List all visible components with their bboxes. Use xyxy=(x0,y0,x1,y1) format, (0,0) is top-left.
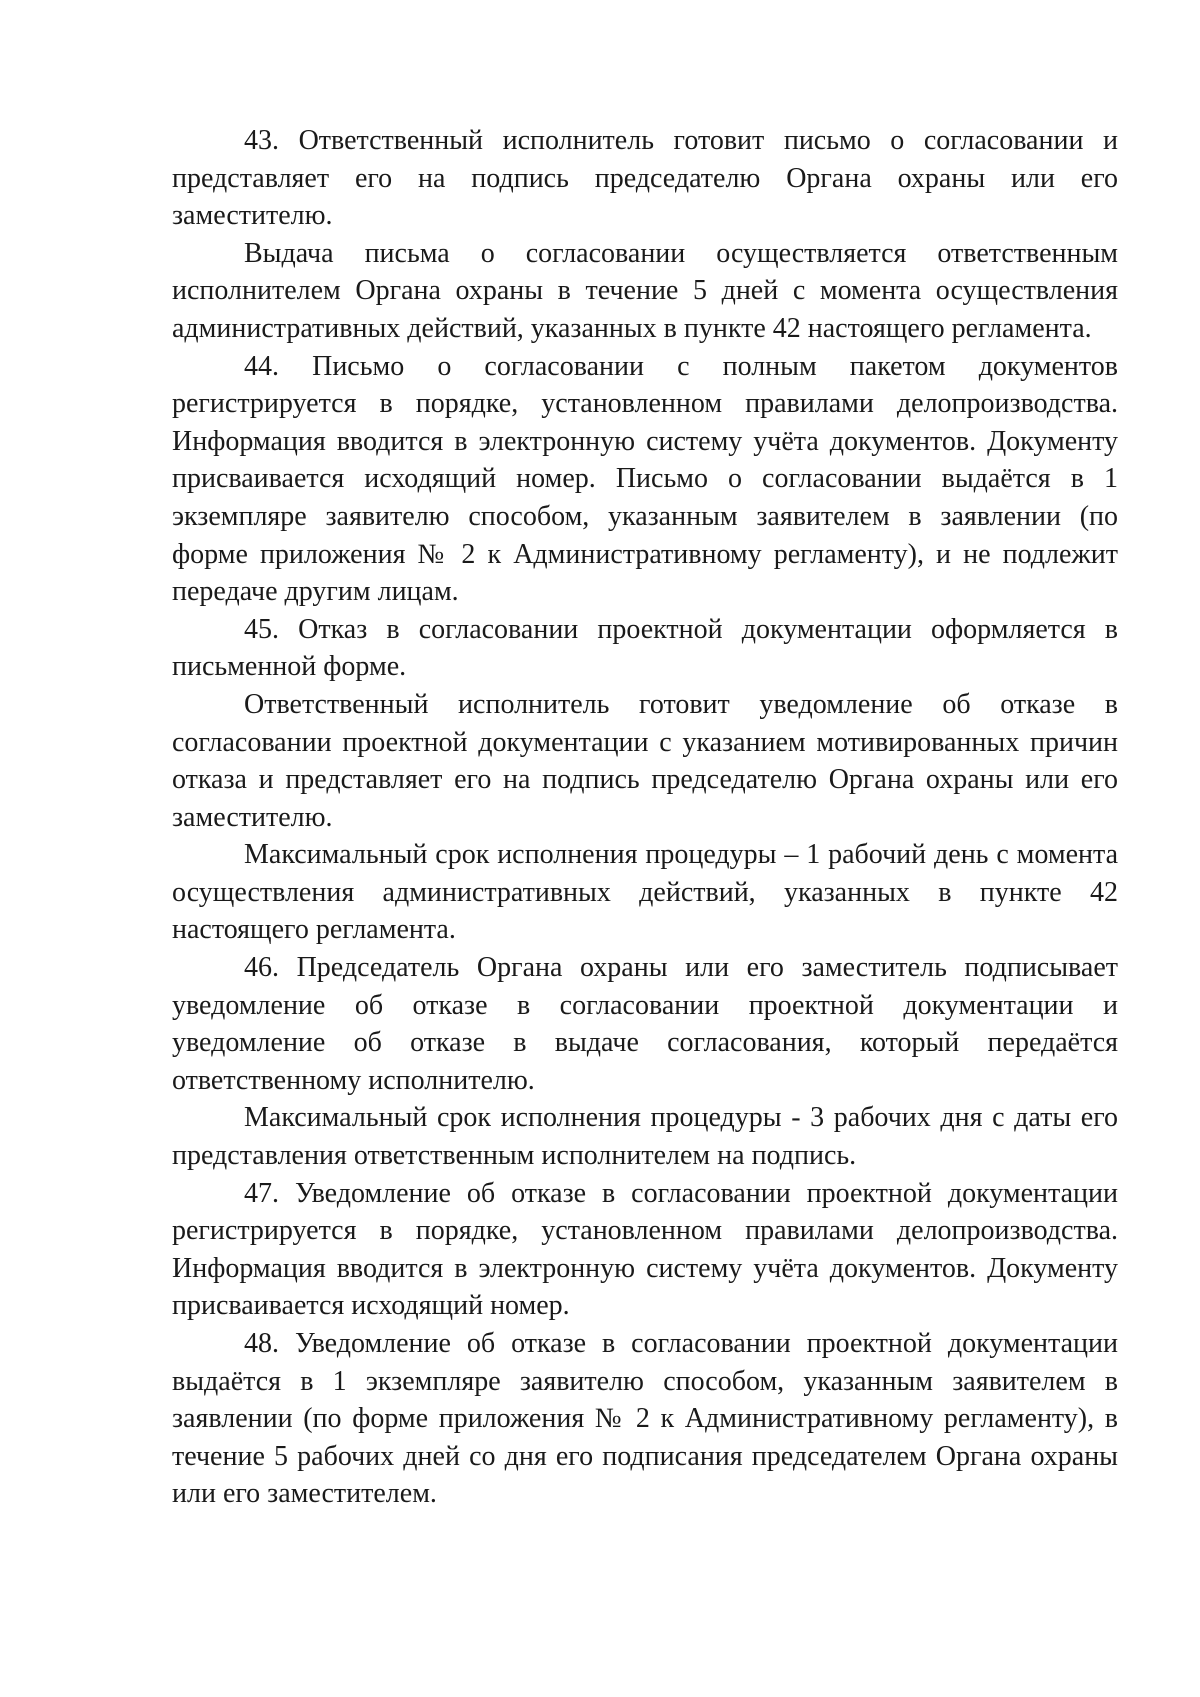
paragraph-48: 48. Уведомление об отказе в согласовании проектной документации выдаётся в 1 экземпляре заявителю способом, указанным заявителем в заявлении (по форме приложения № 2 к Административному регламенту), в течение 5 рабочих дней со дня его подписания председателем Органа охраны или его заместителем. xyxy=(172,1328,1118,1510)
paragraph-46: 46. Председатель Органа охраны или его заместитель подписывает уведомление об отказе в согласовании проектной документации и уведомление об отказе в выдаче согласования, который передаётся ответственному исполнителю. xyxy=(172,952,1118,1096)
paragraph-43: 43. Ответственный исполнитель готовит письмо о согласовании и представляет его на подпись председателю Органа охраны или его заместителю. xyxy=(172,125,1118,232)
paragraph-47: 47. Уведомление об отказе в согласовании проектной документации регистрируется в порядке, установленном правилами делопроизводства. Информация вводится в электронную систему учёта документов. Документу присваивается исходящий номер. xyxy=(172,1177,1118,1322)
paragraph-43-issuance: Выдача письма о согласовании осуществляется ответственным исполнителем Органа охраны в течение 5 дней с момента осуществления административных действий, указанных в пункте 42 настоящего регламента. xyxy=(172,237,1118,344)
paragraph-46-deadline: Максимальный срок исполнения процедуры - 3 рабочих дня с даты его представления ответственным исполнителем на подпись. xyxy=(172,1102,1118,1172)
paragraph-45: 45. Отказ в согласовании проектной документации оформляется в письменной форме. xyxy=(172,613,1118,683)
paragraph-44: 44. Письмо о согласовании с полным пакетом документов регистрируется в порядке, установленном правилами делопроизводства. Информация вводится в электронную систему учёта документов. Документу присваивается исходящий номер. Письмо о согласовании выдаётся в 1 экземпляре заявителю способом, указанным заявителем в заявлении (по форме приложения № 2 к Административному регламенту), и не подлежит передаче другим лицам. xyxy=(172,350,1118,608)
document-body xyxy=(172,122,1118,1513)
paragraph-45-notice: Ответственный исполнитель готовит уведомление об отказе в согласовании проектной документации с указанием мотивированных причин отказа и представляет его на подпись председателю Органа охраны или его заместителю. xyxy=(172,688,1118,833)
paragraph-45-deadline: Максимальный срок исполнения процедуры – 1 рабочий день с момента осуществления административных действий, указанных в пункте 42 настоящего регламента. xyxy=(172,839,1118,946)
